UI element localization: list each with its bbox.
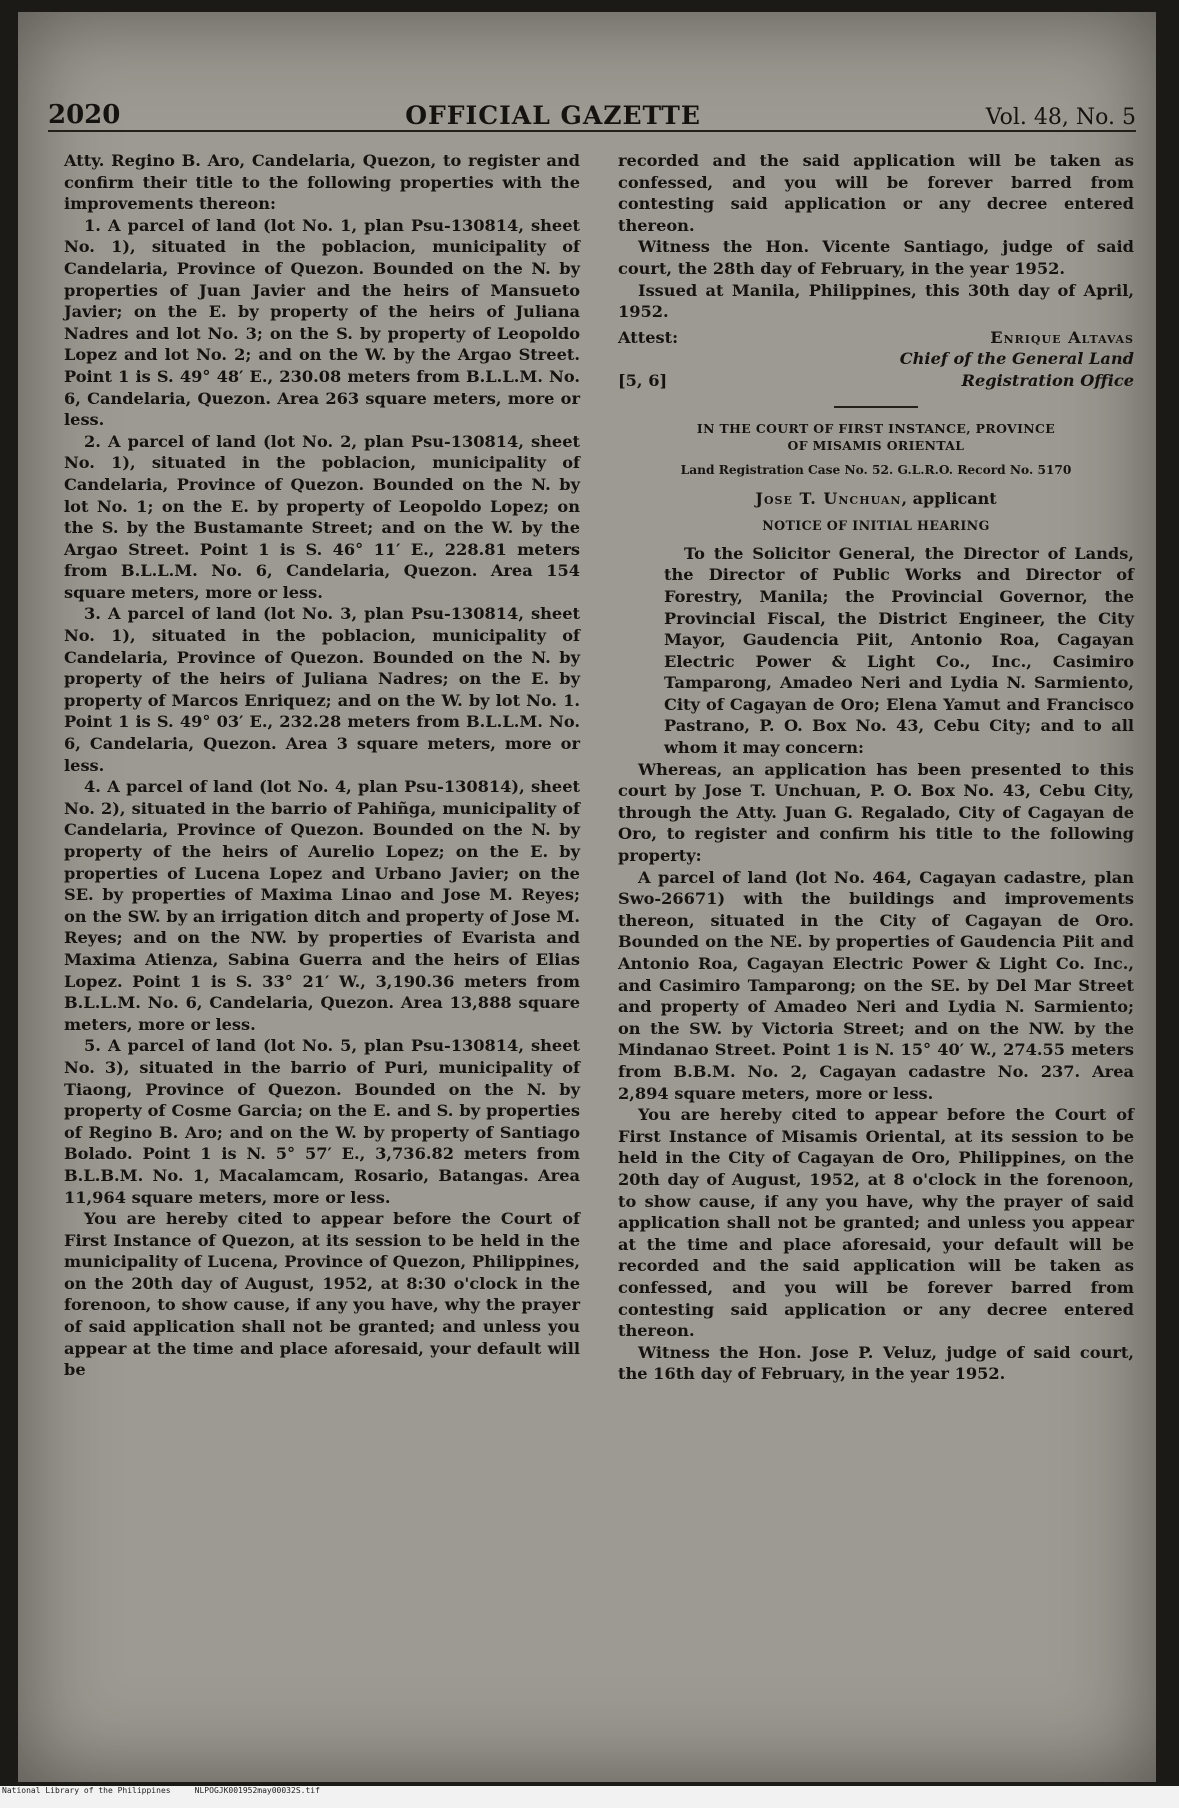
applicant-label: , applicant [901,488,997,508]
court-heading-line-2: OF MISAMIS ORIENTAL [787,437,965,453]
left-column [64,150,580,1381]
gazette-page [18,12,1156,1782]
section-divider [834,406,918,408]
parcel-1-paragraph: 1. A parcel of land (lot No. 1, plan Psu-130814, sheet No. 1), situated in the poblacion, municipality of Candelaria, Province of Quezon. Bounded on the N. by properties of Juan Javier and the heirs of Mansueto Javier; on the E. by property of the heirs of Juliana Nadres and lot No. 3; on the S. by property of Leopoldo Lopez and lot No. 2; and on the W. by the Argao Street. Point 1 is S. 49° 48′ E., 230.08 meters from B.L.L.M. No. 6, Candelaria, Quezon. Area 263 square meters, more or less. [64,215,580,430]
footer-source: National Library of the Philippines [2,1786,171,1795]
reference-number: [5, 6] [618,371,668,391]
scan-footer [0,1786,1179,1808]
continuation-paragraph: recorded and the said application will be taken as confessed, and you will be forever barred from contesting said application or any decree entered thereon. [618,151,1134,235]
whereas-paragraph: Whereas, an application has been presented to this court by Jose T. Unchuan, P. O. Box No. 43, Cebu City, through the Atty. Juan G. Regalado, City of Cagayan de Oro, to register and confirm his title to the following property: [618,759,1134,866]
issued-paragraph: Issued at Manila, Philippines, this 30th day of April, 1952. [618,280,1134,322]
right-column [618,150,1134,1385]
notice-title: NOTICE OF INITIAL HEARING [762,518,990,534]
signatory-title-line-2: Registration Office [961,370,1134,390]
closing-witness-paragraph: Witness the Hon. Jose P. Veluz, judge of said court, the 16th day of February, in the year 1952. [618,1342,1134,1384]
page-header [48,82,1136,132]
court-heading [618,420,1134,454]
signatory-name: Enrique Altavas [990,327,1134,347]
parcel-4-paragraph: 4. A parcel of land (lot No. 4, plan Psu-130814), sheet No. 2), situated in the barrio of Pahiñga, municipality of Candelaria, Province of Quezon. Bounded on the N. by property of the heirs of Aurelio Lopez; on the E. by properties of Lucena Lopez and Urbano Javier; on the SE. by properties of Maxima Linao and Jose M. Reyes; on the SW. by an irrigation ditch and property of Jose M. Reyes; and on the NW. by properties of Evarista and Maxima Atienza, Sabina Guerra and the heirs of Elias Lopez. Point 1 is S. 33° 21′ W., 3,190.36 meters from B.L.L.M. No. 6, Candelaria, Quezon. Area 13,888 square meters, more or less. [64,777,580,1034]
footer-file: NLPOGJK001952may00032S.tif [194,1786,320,1795]
case-number: Land Registration Case No. 52. G.L.R.O. Record No. 5170 [680,462,1072,477]
attest-label: Attest: [618,327,679,347]
parcel-3-paragraph: 3. A parcel of land (lot No. 3, plan Psu-130814, sheet No. 1), situated in the poblacion, municipality of Candelaria, Province of Quezon. Bounded on the N. by property of the heirs of Juliana Nadres; on the E. by property of Marcos Enriquez; and on the W. by lot No. 1. Point 1 is S. 49° 03′ E., 232.28 meters from B.L.L.M. No. 6, Candelaria, Quezon. Area 3 square meters, more or less. [64,604,580,775]
addressees-paragraph: To the Solicitor General, the Director of Lands, the Director of Public Works and Director of Forestry, Manila; the Provincial Governor, the Provincial Fiscal, the District Engineer, the City Mayor, Gaudencia Piit, Antonio Roa, Cagayan Electric Power & Light Co., Inc., Casimiro Tamparong, Amadeo Neri and Lydia N. Sarmiento, City of Cagayan de Oro; Elena Yamut and Francisco Pastrano, P. O. Box No. 43, Cebu City; and to all whom it may concern: [664,543,1134,758]
citation-paragraph: You are hereby cited to appear before the Court of First Instance of Quezon, at its session to be held in the municipality of Lucena, Province of Quezon, Philippines, on the 20th day of August, 1952, at 8:30 o'clock in the forenoon, to show cause, if any you have, why the prayer of said application shall not be granted; and unless you appear at the time and place aforesaid, your default will be [64,1209,580,1380]
parcel-description-paragraph: A parcel of land (lot No. 464, Cagayan cadastre, plan Swo-26671) with the buildings and improvements thereon, situated in the City of Cagayan de Oro. Bounded on the NE. by properties of Gaudencia Piit and Antonio Roa, Cagayan Electric Power & Light Co. Inc., and Casimiro Tamparong; on the SE. by Del Mar Street and property of Amadeo Neri and Lydia N. Sarmiento; on the SW. by Victoria Street; and on the NW. by the Mindanao Street. Point 1 is N. 15° 40′ W., 274.55 meters from B.B.M. No. 2, Cagayan cadastre No. 237. Area 2,894 square meters, more or less. [618,867,1134,1103]
parcel-5-paragraph: 5. A parcel of land (lot No. 5, plan Psu-130814, sheet No. 3), situated in the barrio of Puri, municipality of Tiaong, Province of Quezon. Bounded on the N. by property of Cosme Garcia; on the E. and S. by properties of Regino B. Aro; and on the W. by property of Santiago Bolado. Point 1 is N. 5° 57′ E., 3,736.82 meters from B.L.B.M. No. 1, Macalamcam, Rosario, Batangas. Area 11,964 square meters, more or less. [64,1036,580,1207]
cited-paragraph: You are hereby cited to appear before the Court of First Instance of Misamis Oriental, at its session to be held in the City of Cagayan de Oro, Philippines, on the 20th day of August, 1952, at 8 o'clock in the forenoon, to show cause, if any you have, why the prayer of said application shall not be granted; and unless you appear at the time and place aforesaid, your default will be recorded and the said application will be taken as confessed, and you will be forever barred from contesting said application or any decree entered thereon. [618,1105,1134,1341]
publication-title: OFFICIAL GAZETTE [405,101,701,130]
applicant-name: Jose T. Unchuan [755,488,902,508]
intro-paragraph: Atty. Regino B. Aro, Candelaria, Quezon, to register and confirm their title to the following properties with the improvements thereon: [64,151,580,214]
signature-block [618,327,1134,392]
parcel-2-paragraph: 2. A parcel of land (lot No. 2, plan Psu-130814, sheet No. 1), situated in the poblacion, municipality of Candelaria, Province of Quezon. Bounded on the N. by lot No. 1; on the E. by property of Leopoldo Lopez; on the S. by the Bustamante Street; and on the W. by the Argao Street. Point 1 is S. 46° 11′ E., 228.81 meters from B.L.L.M. No. 6, Candelaria, Quezon. Area 154 square meters, more or less. [64,431,580,602]
page-number: 2020 [48,100,121,130]
court-heading-line-1: IN THE COURT OF FIRST INSTANCE, PROVINCE [696,420,1056,436]
applicant-line [618,488,1134,510]
witness-paragraph: Witness the Hon. Vicente Santiago, judge of said court, the 28th day of February, in the year 1952. [618,237,1134,278]
volume-issue: Vol. 48, No. 5 [985,105,1136,130]
signatory-title-line-1: Chief of the General Land [899,349,1134,369]
